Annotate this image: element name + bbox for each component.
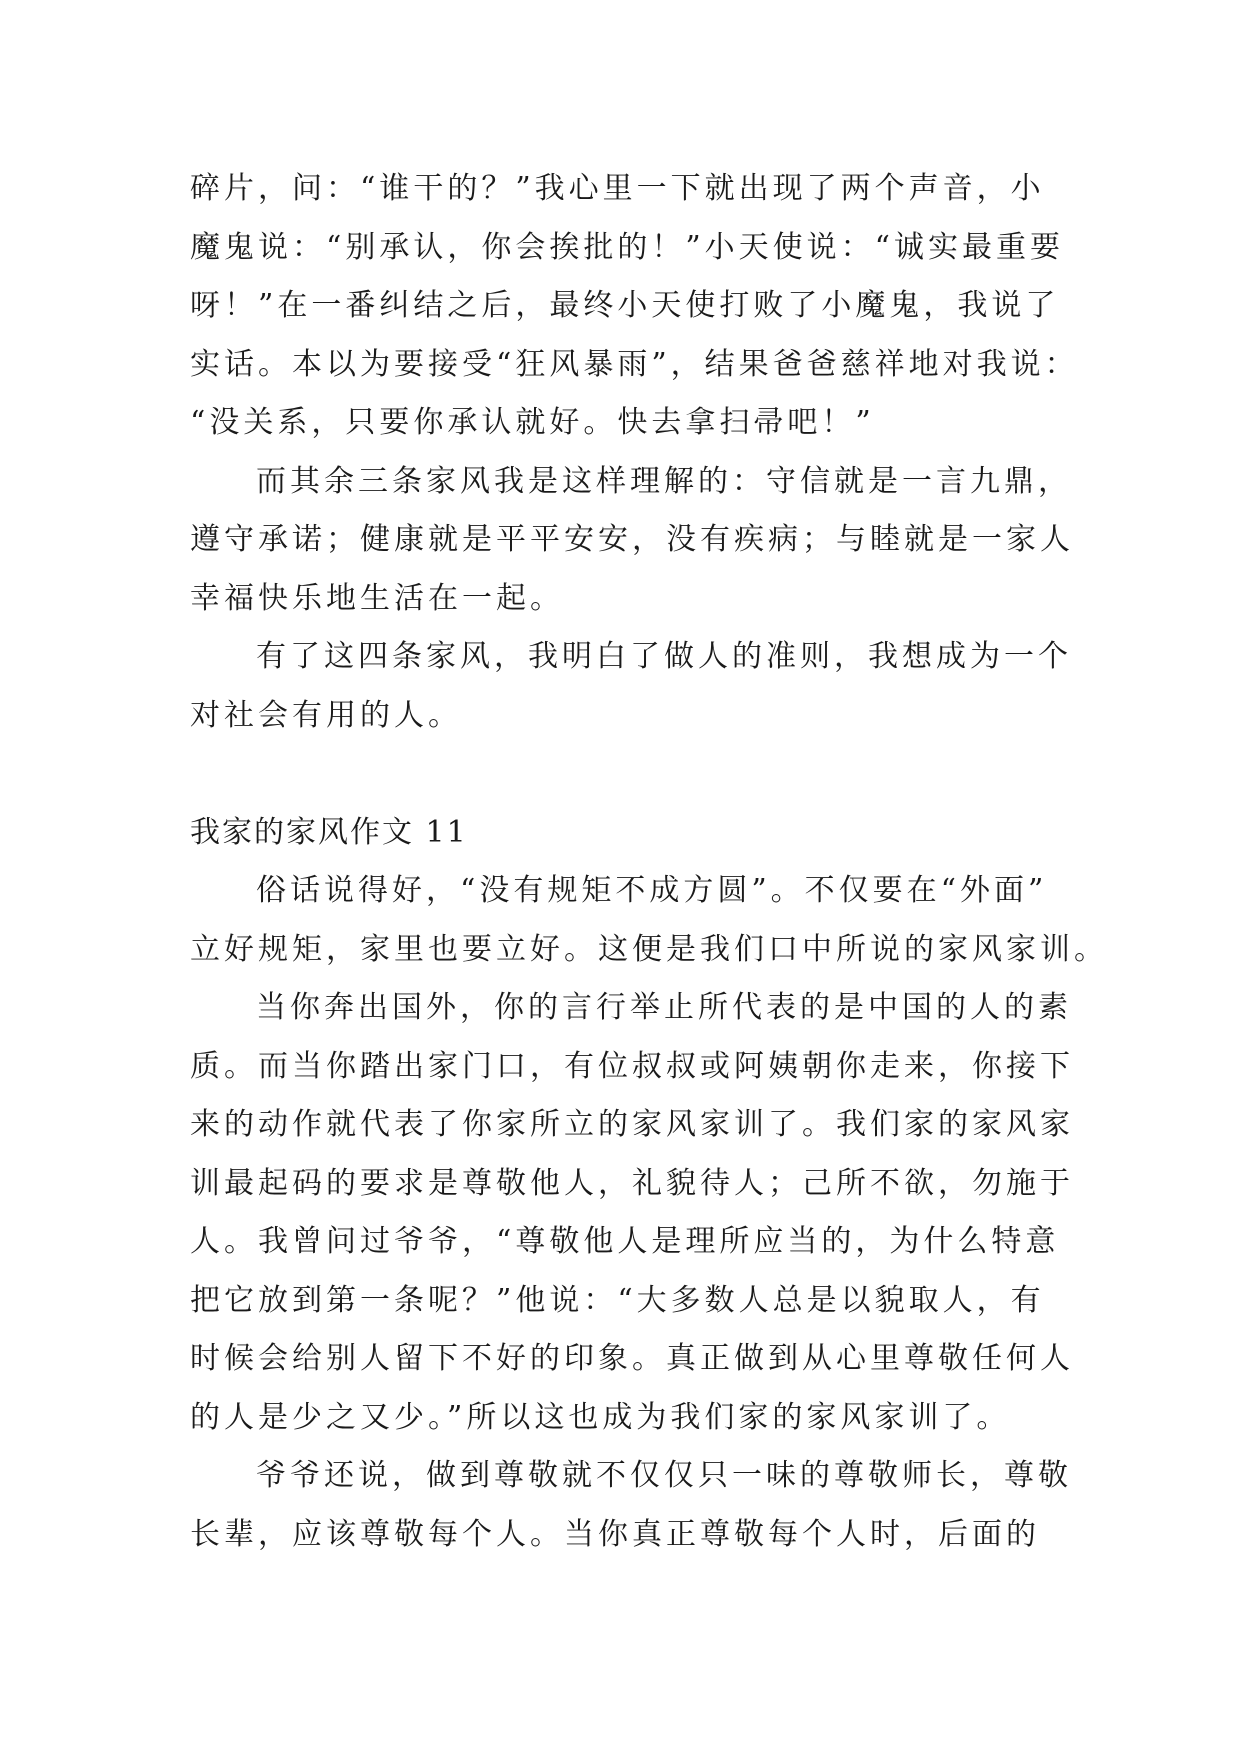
paragraph-line: 而其余三条家风我是这样理解的：守信就是一言九鼎， <box>256 463 1072 499</box>
essay-body <box>190 160 1108 1564</box>
paragraph-line: 立好规矩，家里也要立好。这便是我们口中所说的家风家训。 <box>190 931 1108 967</box>
paragraph-line: 遵守承诺；健康就是平平安安，没有疾病；与睦就是一家人 <box>190 522 1074 557</box>
paragraph-line: 幸福快乐地生活在一起。 <box>190 580 564 616</box>
paragraph-line: 长辈，应该尊敬每个人。当你真正尊敬每个人时，后面的 <box>190 1516 1040 1552</box>
paragraph-line: 对社会有用的人。 <box>190 697 462 733</box>
paragraph-line: 的人是少之又少。”所以这也成为我们家的家风家训了。 <box>190 1399 1011 1435</box>
paragraph-4 <box>190 862 1108 979</box>
paragraph-line: 时候会给别人留下不好的印象。真正做到从心里尊敬任何人 <box>190 1341 1074 1376</box>
paragraph-line: 质。而当你踏出家门口，有位叔叔或阿姨朝你走来，你接下 <box>190 1048 1074 1084</box>
paragraph-line: 训最起码的要求是尊敬他人，礼貌待人；己所不欲，勿施于 <box>190 1165 1074 1201</box>
paragraph-line: 把它放到第一条呢？”他说：“大多数人总是以貌取人，有 <box>190 1282 1045 1318</box>
paragraph-6 <box>190 1447 1080 1564</box>
paragraph-line: 碎片，问：“谁干的？”我心里一下就出现了两个声音，小 <box>190 171 1045 206</box>
paragraph-2 <box>190 453 1080 629</box>
paragraph-5 <box>190 979 1080 1447</box>
paragraph-line: 实话。本以为要接受“狂风暴雨”，结果爸爸慈祥地对我说： <box>190 346 1079 382</box>
paragraph-line: 俗话说得好，“没有规矩不成方圆”。不仅要在“外面” <box>256 873 1048 908</box>
section-spacer <box>190 745 1080 804</box>
paragraph-line: 有了这四条家风，我明白了做人的准则，我想成为一个 <box>256 639 1072 674</box>
paragraph-line: “没关系，只要你承认就好。快去拿扫帚吧！” <box>190 405 875 440</box>
paragraph-line: 魔鬼说：“别承认，你会挨批的！”小天使说：“诚实最重要 <box>190 229 1065 265</box>
paragraph-line: 来的动作就代表了你家所立的家风家训了。我们家的家风家 <box>190 1107 1074 1142</box>
paragraph-line: 呀！”在一番纠结之后，最终小天使打败了小魔鬼，我说了 <box>190 288 1060 323</box>
paragraph-line: 人。我曾问过爷爷，“尊敬他人是理所应当的，为什么特意 <box>190 1224 1060 1259</box>
paragraph-line: 当你奔出国外，你的言行举止所代表的是中国的人的素 <box>256 990 1072 1025</box>
paragraph-1 <box>190 160 1080 453</box>
section-heading: 我家的家风作文 11 <box>190 814 468 850</box>
paragraph-line: 爷爷还说，做到尊敬就不仅仅只一味的尊敬师长，尊敬 <box>256 1458 1072 1493</box>
paragraph-3 <box>190 628 1080 745</box>
